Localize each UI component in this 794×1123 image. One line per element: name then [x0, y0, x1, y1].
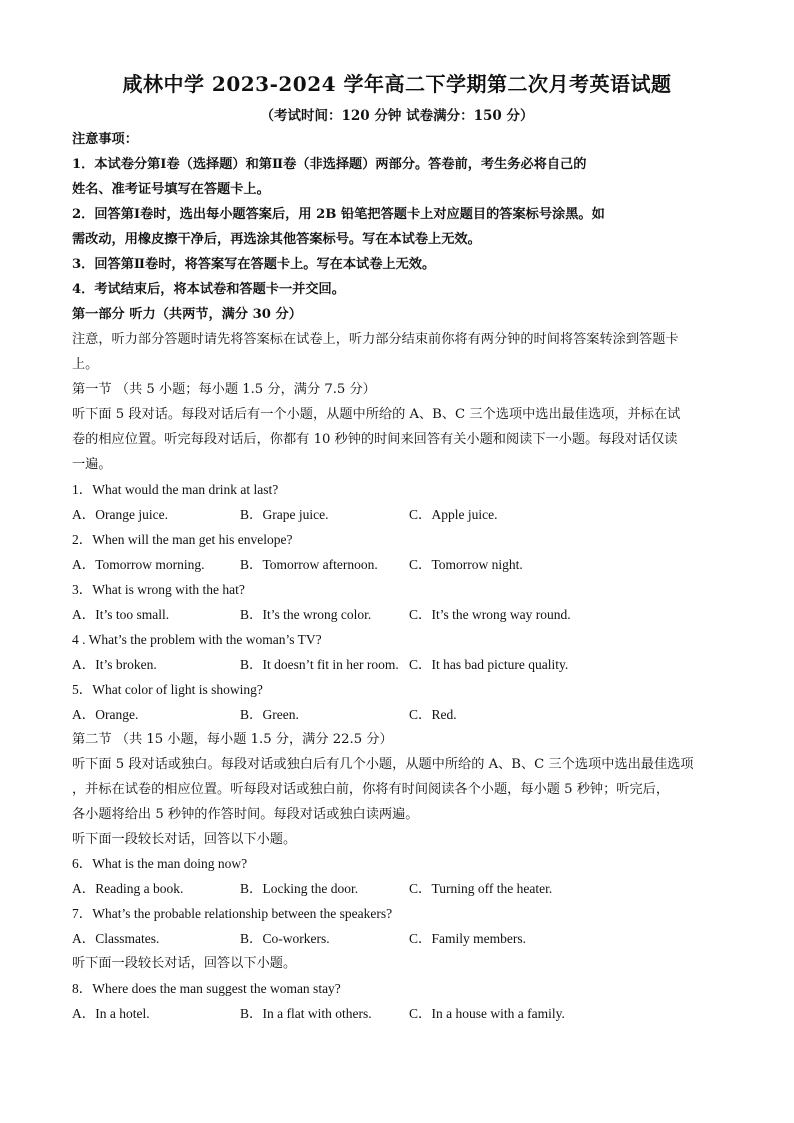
question-8: 8．Where does the man suggest the woman stay? — [72, 981, 341, 996]
section1-instruction: 卷的相应位置。听完每段对话后，你都有 10 秒钟的时间来回答有关小题和阅读下一小题。每段对话仅读 — [72, 432, 678, 447]
question-3: 3．What is wrong with the hat? — [72, 582, 245, 597]
note-line: 2．回答第Ⅰ卷时，选出每小题答案后，用 2B 铅笔把答题卡上对应题目的答案标号涂黑。如 — [72, 207, 605, 222]
section2-heading: 第二节 （共 15 小题，每小题 1.5 分，满分 22.5 分） — [72, 732, 393, 747]
q1-option-b: B．Grape juice. — [240, 507, 329, 522]
q8-option-c: C．In a house with a family. — [409, 1006, 565, 1021]
q3-option-b: B．It’s the wrong color. — [240, 607, 372, 622]
q6-option-a: A．Reading a book. — [72, 881, 184, 896]
q4-option-b: B．It doesn’t fit in her room. — [240, 657, 399, 672]
section1-instruction: 一遍。 — [72, 457, 112, 472]
q6-option-c: C．Turning off the heater. — [409, 881, 553, 896]
q5-option-a: A．Orange. — [72, 707, 139, 722]
part1-heading: 第一部分 听力（共两节，满分 30 分） — [72, 307, 302, 322]
q4-option-a: A．It’s broken. — [72, 657, 157, 672]
note-line: 4．考试结束后，将本试卷和答题卡一并交回。 — [72, 282, 345, 297]
part1-notice: 注意，听力部分答题时请先将答案标在试卷上，听力部分结束前你将有两分钟的时间将答案转涂到答题卡 — [72, 332, 679, 347]
q7-option-b: B．Co-workers. — [240, 931, 330, 946]
q7-option-a: A．Classmates. — [72, 931, 160, 946]
section2-instruction: ，并标在试卷的相应位置。听每段对话或独白前，你将有时间阅读各个小题，每小题 5 秒钟；听完后， — [72, 782, 670, 797]
section1-instruction: 听下面 5 段对话。每段对话后有一个小题，从题中所给的 A、B、C 三个选项中选出最佳选项，并标在试 — [72, 407, 681, 422]
listen-prompt: 听下面一段较长对话，回答以下小题。 — [72, 832, 297, 847]
note-line: 需改动，用橡皮擦干净后，再选涂其他答案标号。写在本试卷上无效。 — [72, 232, 481, 247]
q5-option-b: B．Green. — [240, 707, 299, 722]
notes-heading: 注意事项： — [72, 132, 138, 147]
question-4: 4 . What’s the problem with the woman’s TV? — [72, 632, 322, 647]
q4-option-c: C．It has bad picture quality. — [409, 657, 569, 672]
q6-option-b: B．Locking the door. — [240, 881, 359, 896]
note-line: 3．回答第Ⅱ卷时，将答案写在答题卡上。写在本试卷上无效。 — [72, 257, 436, 272]
question-1: 1．What would the man drink at last? — [72, 482, 279, 497]
listen-prompt: 听下面一段较长对话，回答以下小题。 — [72, 956, 297, 971]
q3-option-c: C．It’s the wrong way round. — [409, 607, 571, 622]
q2-option-c: C．Tomorrow night. — [409, 557, 523, 572]
q2-option-a: A．Tomorrow morning. — [72, 557, 205, 572]
part1-notice: 上。 — [72, 357, 99, 372]
section2-instruction: 听下面 5 段对话或独白。每段对话或独白后有几个小题，从题中所给的 A、B、C 三个选项中选出最佳选项 — [72, 757, 694, 772]
exam-subtitle: （考试时间：120 分钟 试卷满分：150 分） — [260, 108, 534, 124]
q3-option-a: A．It’s too small. — [72, 607, 170, 622]
note-line: 1．本试卷分第Ⅰ卷（选择题）和第Ⅱ卷（非选择题）两部分。答卷前，考生务必将自己的 — [72, 157, 587, 172]
q8-option-a: A．In a hotel. — [72, 1006, 150, 1021]
q1-option-c: C．Apple juice. — [409, 507, 498, 522]
question-6: 6．What is the man doing now? — [72, 856, 248, 871]
q1-option-a: A．Orange juice. — [72, 507, 168, 522]
section2-instruction: 各小题将给出 5 秒钟的作答时间。每段对话或独白读两遍。 — [72, 807, 419, 822]
question-2: 2．When will the man get his envelope? — [72, 532, 293, 547]
q8-option-b: B．In a flat with others. — [240, 1006, 372, 1021]
q7-option-c: C．Family members. — [409, 931, 526, 946]
question-7: 7．What’s the probable relationship between the speakers? — [72, 906, 393, 921]
question-5: 5．What color of light is showing? — [72, 682, 263, 697]
q2-option-b: B．Tomorrow afternoon. — [240, 557, 378, 572]
q5-option-c: C．Red. — [409, 707, 457, 722]
note-line: 姓名、准考证号填写在答题卡上。 — [72, 182, 270, 197]
section1-heading: 第一节 （共 5 小题；每小题 1.5 分，满分 7.5 分） — [72, 382, 376, 397]
exam-title: 咸林中学 2023-2024 学年高二下学期第二次月考英语试题 — [122, 72, 672, 96]
